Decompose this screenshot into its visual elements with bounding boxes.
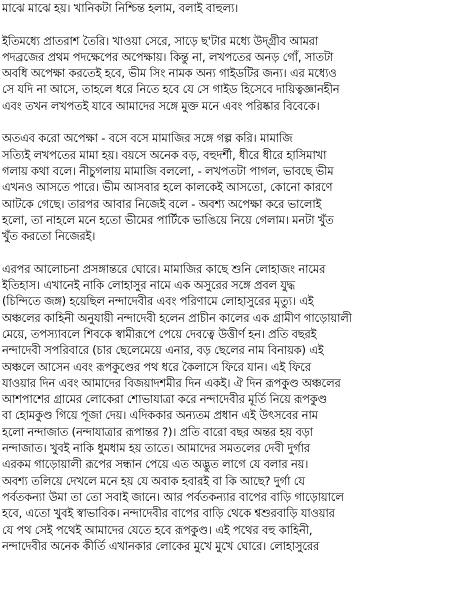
text-line: খুঁত করতো নিজেরই। [2,229,96,244]
text-line: (চিন্দিতে জঙ্গ) হয়েছিল নন্দাদেবীর এবং পরিণামে লোহাসুরের মৃত্যু। এই [2,294,314,309]
text-line: অঞ্চলের কাহিনী অনুযায়ী নন্দাদেবী হলেন প্রাচীন কালের এক গ্রামীণ গাড়োয়ালী [2,310,352,325]
text-line: হবে, এতো খুবই স্বাভাবিক। নন্দাদেবীর বাপের বাড়ি থেকে শ্বশুরবাড়ি যাওয়ার [2,506,335,521]
text-line: নন্দাজাত। খুবই নাকি ধুমধাম হয় তাতে। আমাদের সমতলের দেবী দুর্গার [2,441,310,456]
text-line: অবশ্য তলিয়ে দেখলে মনে হয় যে অবাক হবারই বা কি আছে? দুর্গা যে [2,473,305,488]
text-line: সত্যিই লখপতের মামা হয়। বয়সে অনেক বড়, বহুদর্শী, ধীরে ধীরে হাসিমাখা [2,147,327,162]
paragraph-1 [0,0,456,16]
text-line: এখনও আসতে পারে। ভীম আসবার হলে কালকেই আসতো, কোনো কারণে [2,180,333,195]
text-line: অতএব করো অপেক্ষা - বসে বসে মামাজির সঙ্গে গল্প করি। মামাজি [2,131,293,146]
text-line: যে পথ সেই পথেই আমাদের যেতে হবে রূপকুণ্ড। এই পথের বহু কাহিনী, [2,522,313,537]
paragraph-4 [0,261,456,554]
paragraph-gap [0,114,456,130]
paragraph-gap [0,244,456,260]
text-line: পদব্রজের প্রথম পদক্ষেপের অপেক্ষায়। কিন্তু না, লখপতের অনড় গোঁ, সাতটা [2,49,334,64]
text-line: নন্দাদেবী সপরিবারে (চার ছেলেমেয়ে এনার, বড় ছেলের নাম বিনায়ক) এই [2,343,324,358]
paragraph-gap [0,16,456,32]
text-line: এবং তখন লখপতই যাবে আমাদের সঙ্গে মুক্ত মনে এবং পরিষ্কার বিবেকে। [2,98,320,113]
text-line: ইতিমধ্যে প্রাতরাশ তৈরি। খাওয়া সেরে, সাড়ে ছ'টার মধ্যে উদ্গ্রীব আমরা [2,33,319,48]
paragraph-3 [0,130,456,244]
text-line: গলায় কথা বলে। নীচুগলায় মামাজি বললো, - লখপতটা পাগল, ভাবছে ভীম [2,163,334,178]
text-line: যাওয়ার দিন এবং আমাদের বিজয়াদশমীর দিন একই। ঐ দিন রূপকুণ্ড অঞ্চলের [2,375,341,390]
text-line: বা হোমকুণ্ড গিয়ে পূজা দেয়। এদিককার অন্যতম প্রধান এই উৎসবের নাম [2,408,318,423]
text-line: মাঝে মাঝে হয়। খানিকটা নিশ্চিন্ত হলাম, বলাই বাহুল্য। [2,1,239,15]
text-line: আশপাশের গ্রামের লোকেরা শোভাযাত্রা করে নন্দাদেবীর মূর্তি নিয়ে রূপকুণ্ড [2,392,328,407]
paragraph-2 [0,33,456,114]
text-line: সে যদি না আসে, তাহলে ধরে নিতে হবে যে সে গাইড হিসেবে দায়িত্বজ্ঞানহীন [2,82,340,97]
text-line: মেয়ে, তপস্যাবলে শিবকে স্বামীরূপে পেয়ে দেবত্বে উত্তীর্ণ হন। প্রতি বছরই [2,326,317,341]
text-line: নন্দাদেবীর অনেক কীর্তি এখানকার লোকের মুখে মুখে ঘোরে। লোহাসুরের [2,538,320,553]
text-line: হলো, তা নাহলে মনে হতো ভীমের পার্টিকে ভাঙিয়ে নিয়ে গেলাম। মনটা খুঁত [2,212,334,227]
text-line: আটকে গেছে। তারপর আবার নিজেই বলে - অবশ্য অপেক্ষা করে ভালোই [2,196,322,211]
text-line: এরপর আলোচনা প্রসঙ্গান্তরে ঘোরে। মামাজির কাছে শুনি লোহাজং নামের [2,261,326,276]
text-line: পর্বতকন্যা উমা তা তো সবাই জানে। আর পর্বতকন্যার বাপের বাড়ি গাড়োয়ালে [2,489,344,504]
text-line: এরকম গাড়োয়ালী রূপের সন্ধান পেয়ে এত অদ্ভুত লাগে যে বলার নয়। [2,457,309,472]
text-line: অবধি অপেক্ষা করতেই হবে, ভীম সিং নামক অন্য গাইডটির জন্য। এর মধ্যেও [2,66,337,81]
text-line: অঞ্চলে আসেন এবং রূপকুণ্ডের পথ ধরে কৈলাসে ফিরে যান। এই ফিরে [2,359,311,374]
text-line: হলো নন্দাজাত (নন্দাযাত্রার রূপান্তর ?)। প্রতি বারো বছর অন্তর হয় বড়া [2,424,313,439]
text-line: ইতিহাস। এখানেই নাকি লোহাসুর নামে এক অসুরের সঙ্গে প্রবল যুদ্ধ [2,278,295,293]
